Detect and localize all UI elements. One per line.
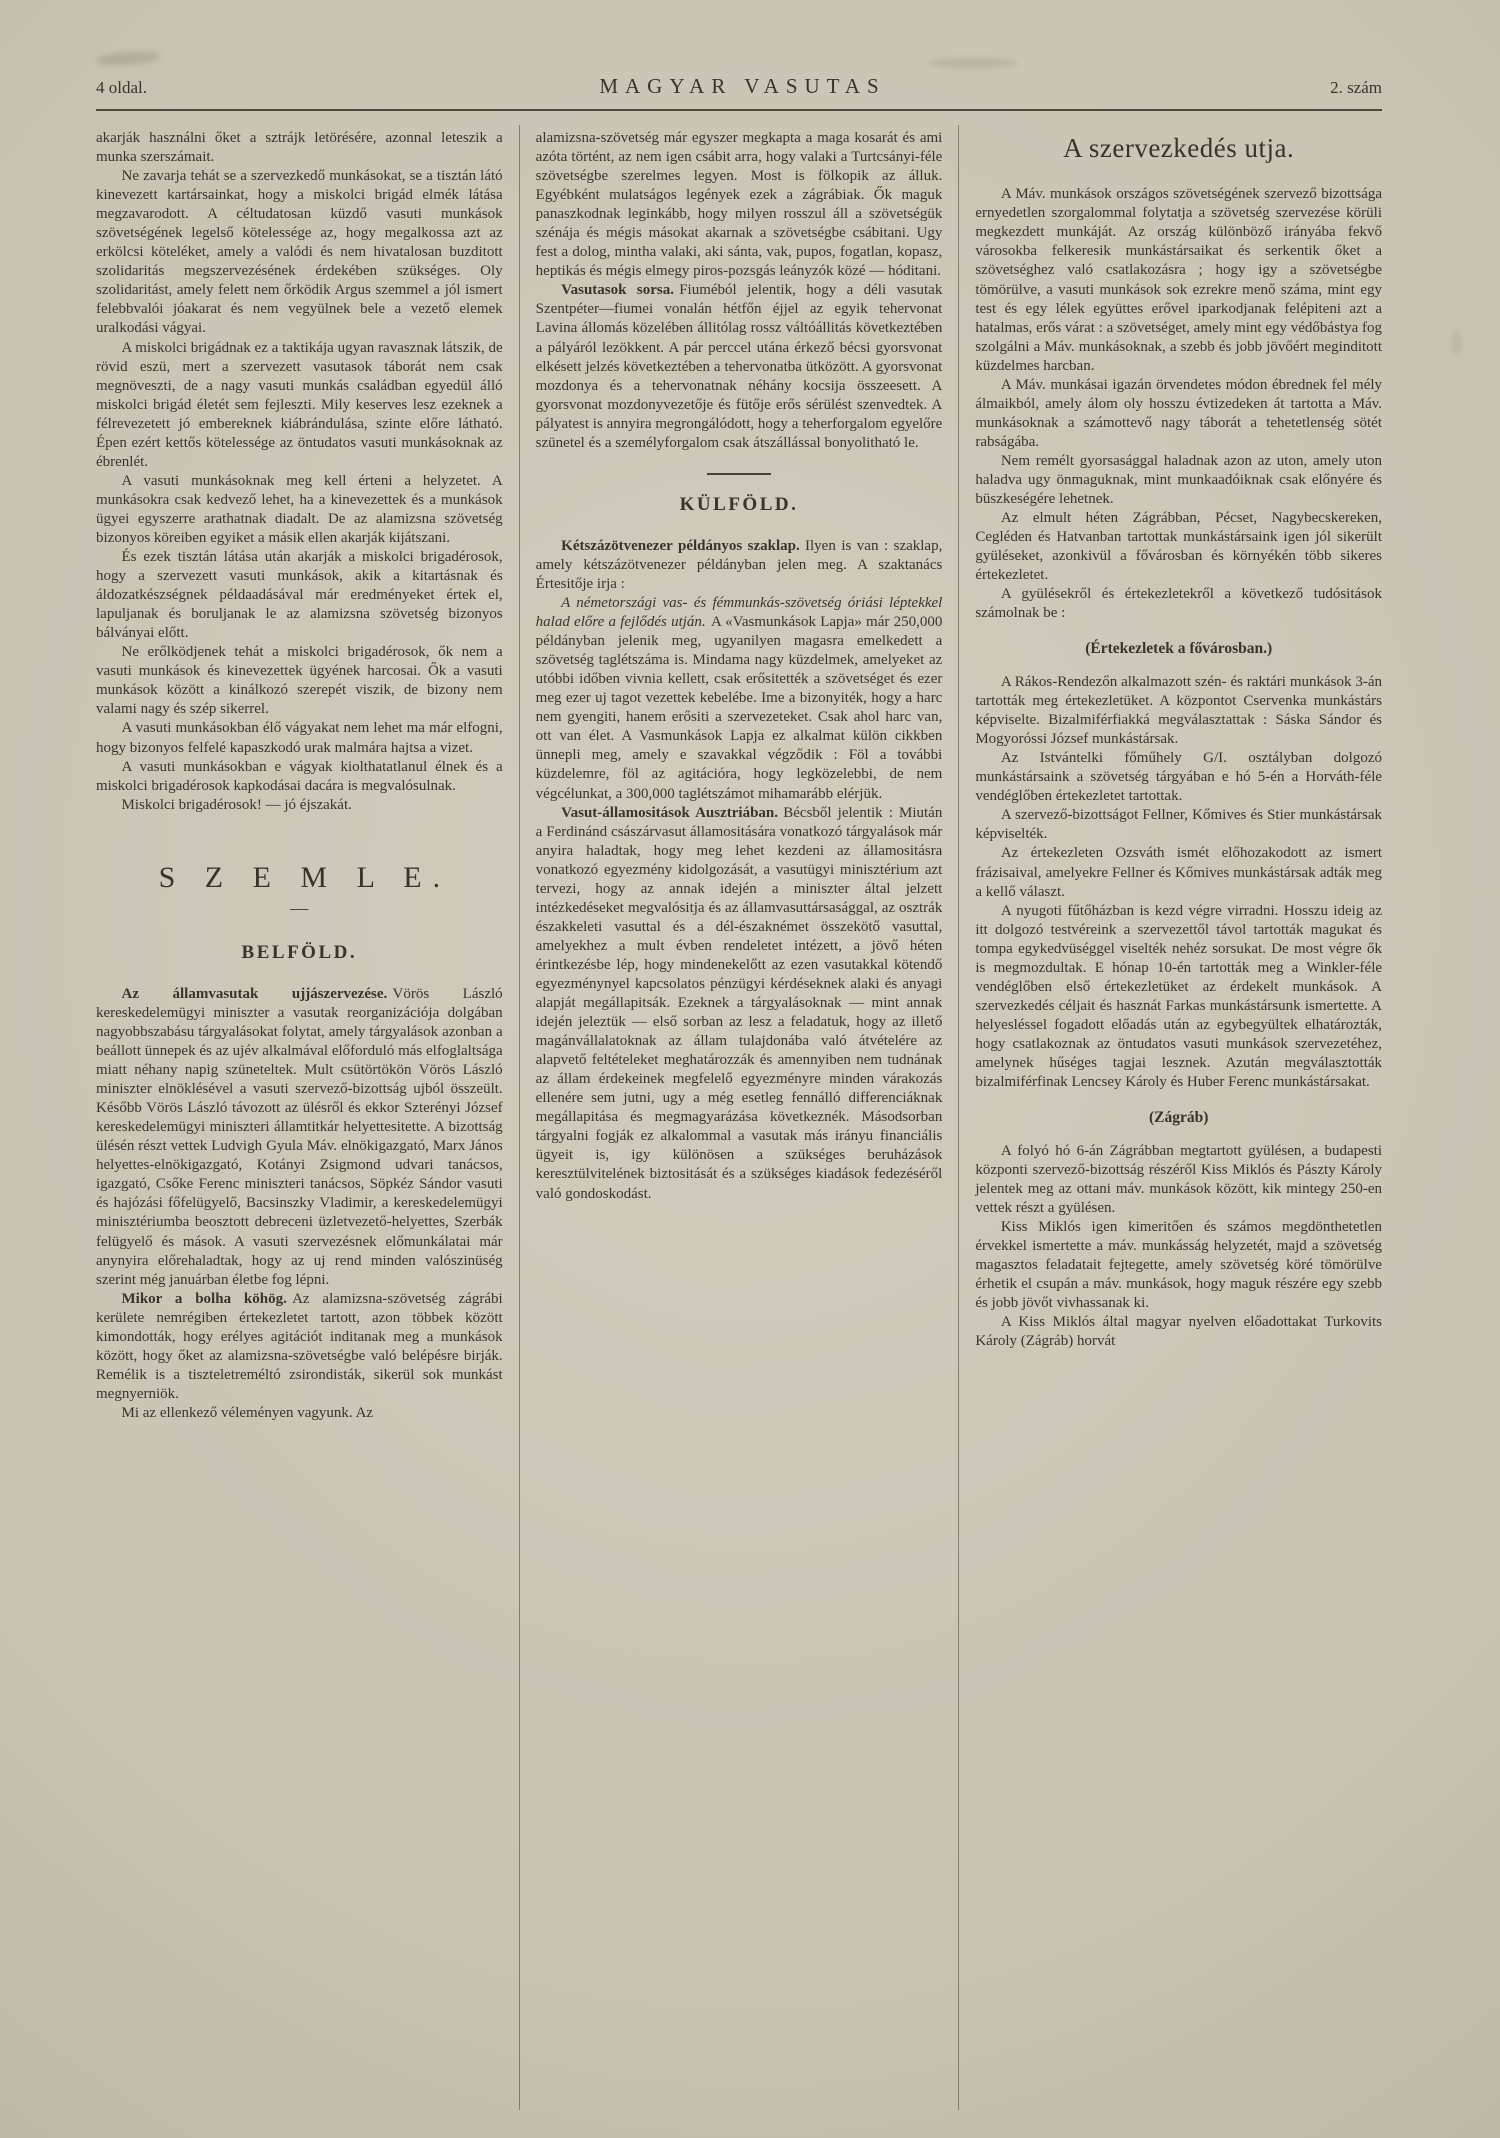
paragraph: A szervező-bizottságot Fellner, Kőmives és Stier munkástársak képviselték. <box>975 807 1382 843</box>
quoted-report-body: A «Vasmunkások Lapja» már 250,000 példányban jelenik meg, ugyanilyen magasra emelkedett a szövetség taglétszáma is. Mindama nagy küzdelmek, amelyeket az utóbbi időben vivnia kellett, csak erősitették a szövetséget és ezer meg ezer uj tagot vezettek kebelébe. Ime a bizonyiték, hogy a harc nem gyengiti, hanem erősiti a szervezeteket. Csak ahol harc van, ott van élet. A Vasmunkások Lapja ez alkalmat külön cikkben ünnepli meg, amely e szavakkal végződik : Föl a további küzdelemre, föl az agitációra, hogy legközelebbi, de nem végcélunkat, a 300,000 taglétszámot mihamarább elérjük. <box>535 614 943 802</box>
header-rule <box>96 109 1382 111</box>
quoted-report <box>536 594 943 804</box>
paragraph: A nyugoti fűtőházban is kezd végre virradni. Hosszu ideig az itt dolgozó testvéreink a szervezettől távol tartották magukat és tompa egykedvüséggel viselték nehéz sorsukat. De most végre ők is megmozdultak. E hónap 10-én tartották meg a Winkler-féle vendéglőben első értekezletüket az érdekelt munkások. A szervezkedés céljait és hasznát Farkas munkástársunk ismertette. A helyesléssel fogadott előadás után az egybegyültek elhatározták, hogy csatlakoznak az öntudatos vasuti munkások szervezetéhez, amelynek hűséges tagjai lesznek. Azután megválasztották bizalmiférfinak Lencsey Károly és Huber Ferenc munkástársakat. <box>975 902 1382 1091</box>
paragraph: A Kiss Miklós által magyar nyelven előadottakat Turkovits Károly (Zágráb) horvát <box>975 1314 1382 1350</box>
masthead: MAGYAR VASUTAS <box>599 74 886 98</box>
issue-label: 2. szám <box>1330 78 1382 97</box>
news-item-lead: Vasutasok sorsa. <box>561 282 674 299</box>
paragraph: Az értekezleten Ozsváth ismét előhozakodott az ismert frázisaival, amelyekre Fellner és Kőmives munkástársak adták meg a kellő választ. <box>975 845 1382 900</box>
paragraph: A miskolci brigádnak ez a taktikája ugyan ravasznak látszik, de rövid eszü, mert a szervezett vasutasok táborát nem csak megnöveszti, de a nagy vasuti munkás családban egyedül álló miskolci brigád életét sem fejleszti. Mily keserves lesz ezeknek a félrevezetett jó embereknek kiábrándulása, szinte előre látható. Épen ezért kettős kötelessége az öntudatos vasuti munkásoknak az ébrenlét. <box>96 339 503 470</box>
paragraph: A Máv. munkások országos szövetségének szervező bizottsága ernyedetlen szorgalommal folytatja a szövetség szervezése körüli megkezdett munkáját. Az ország különböző irányába fekvő városokba felkeresik munkástársaikat és serkentik őket a szövetséghez való csatlakozásra ; hogy igy a szövetségbe tömörülve, a vasuti munkások sok ezrekre menő száma, mint egy test és egy lélek együttes erővel iparkodjanak felépiteni azt a hatalmas, erős várat : a szövetséget, amely mint egy védőbástya fog szolgálni a Máv. munkásoknak, a szebb és jobb jövőért meginditott küzdelmes harcban. <box>975 186 1382 374</box>
news-item-lead: Kétszázötvenezer példányos szaklap. <box>561 537 800 554</box>
news-item-body: Vörös László kereskedelemügyi miniszter a vasutak reorganizációja dolgában nagyobbszabásu tárgyalásokat folytat, amely tárgyalások azonban a beállott ünnepek és az ujév alkalmával előforduló más elfoglaltsága miatt néhany napig szüneteltek. Mult csütörtökön Vörös László miniszter elnöklésével a vasuti szervező-bizottság ujból összeült. Később Vörös László távozott az ülésről és ekkor Szterényi József kereskedelemügyi miniszteri államtitkár helyettesitette. A bizottság ülésén részt vettek Ludvigh Gyula Máv. elnökigazgató, Marx János helyettes-elnökigazgató, Kotányi Zsigmond udvari tanácsos, igazgató, Csőke Ferenc miniszteri tanácsos, Söpkéz Sándor vasuti és hajózási főfelügyelő, Bacsinszky Vladimir, a kereskedelemügyi minisztériumba beosztott debreceni üzletvezető-helyettes, Szerbák felügyelő és mások. A vasuti szervezésnek előmunkálatai már anynyira előrehaladtak, hogy az uj rend minden valószinüség szerint még januárban életbe fog lépni. <box>96 985 503 1288</box>
article-title: A szervezkedés utja. <box>1063 133 1295 163</box>
news-item-body: Az alamizsna-szövetség zágrábi kerülete nemrégiben értekezletet tartott, azon többek között kimondották, hogy erélyes agitációt inditanak meg a munkások között, hogy őket az alamizsna-szövetségbe való belépésre birják. Remélik is a tiszteletreméltó zsirondisták, sikerül sok munkást megnyerniök. <box>96 1290 503 1402</box>
scan-smudge <box>1452 330 1462 356</box>
news-item-lead: Az államvasutak ujjászervezése. <box>121 985 388 1002</box>
paragraph: Ne zavarja tehát se a szervezkedő munkásokat, se a tisztán látó kinevezett kartársainkat, hogy a miskolci brigád elmék látása megzavarodott. A céltudatosan küzdő vasuti munkások szövetségének legelső kötelessége az, hogy megalkossa azt az erkölcsi köteléket, amely a valódi és nem hivatalosan buzditott szolidaritás megszervezésének érdekében szükséges. Oly szolidaritást, amely felett nem őrködik Argus szemmel a jól ismert felebbvalói jóakarat és nem vegyülnek bele a vezető elemek uralkodási vágyai. <box>96 168 503 337</box>
paragraph: A gyülésekről és értekezletekről a következő tudósitások számolnak be : <box>975 586 1382 622</box>
column-left <box>96 125 519 2110</box>
szemle-dash: — <box>290 897 309 918</box>
section-divider <box>707 473 771 475</box>
quoted-report-lead: A németországi vas- és fémmunkás-szövetség óriási léptekkel halad előre a fejlődés utján. <box>535 595 943 631</box>
news-item <box>536 537 943 594</box>
paragraph: A Rákos-Rendezőn alkalmazott szén- és raktári munkások 3-án tartották meg értekezletüket. A központot Cservenka munkástárs képviselte. Bizalmiférfiakká megválasztattak : Sáska Sándor és Mogyoróssi József munkástársak. <box>975 674 1382 748</box>
news-item-body: Bécsből jelentik : Miután a Ferdinánd császárvasut államositására vonatkozó tárgyalások már anyira haladtak, hogy meg lehet kezdeni az államositásra vonatkozó egyezmény kidolgozását, a vasutügyi minisztérium azt tervezi, hogy az annak idején a miniszter által jelzett intézkedéseket megvalósitja és az államvasuttársasággal, az osztrák északkeleti vasuttal és a dél-északnémet összekötő vasuttal, amelyekhez a mult évben rendeletet intézett, a jövő héten érintkezésbe lép, hogy mindenekelőtt az ezen vasutakkal kötendő egyezménynyel kapcsolatos pénzügyi kérdéseknek alaki és anyagi alapját megállapitsák. Ezeknek a tárgyalásoknak — mint annak idején jeleztük — első sorban az lesz a feladatuk, hogy az illető magánvállalatoknak az állam tulajdonába való átvételére az alapvető feltételeket meghatározzák és amennyiben nem tudnának az állam érdekeinek megfelelő egyezményre minden várakozás ellenére sem jutni, ugy a még esetleg fennálló differenciáknak megállapitása és megmagyarázása következnék. Másodsorban tárgyalni fogják ez alkalommal a vasutak más irányu financiális ügyeit is, igy különösen a szükséges beruházások keresztülvitelének biztositását és a szükséges kiadások fedezéséről való gondoskodást. <box>535 804 943 1202</box>
paragraph: Az Istvántelki főműhely G/I. osztályban dolgozó munkástársaink a szövetség tárgyában e hó 5-én a Horváth-féle vendéglőben értekezletet tartottak. <box>975 750 1382 805</box>
page-number-label: 4 oldal. <box>96 78 147 97</box>
paragraph: Ne erőlködjenek tehát a miskolci brigadérosok, ők nem a vasuti munkások és kinevezettek ügyének harcosai. Ők a vasuti munkások között a kinálkozó szerepét viszik, de bizony nem valami nagy és szép sikerrel. <box>96 644 503 718</box>
news-item-body: Ilyen is van : szaklap, amely kétszázötvenezer példányban jelen meg. A szaktanács Értesitője irja : <box>535 537 943 593</box>
news-item <box>536 804 943 1204</box>
paragraph: akarják használni őket a sztrájk letörésére, azonnal leteszik a munka szerszámait. <box>96 130 503 166</box>
paragraph: Nem remélt gyorsasággal haladnak azon az uton, amely uton haladva ugy önmaguknak, mint munkaadóiknak csak előnyére és büszkeségére lehetnek. <box>975 452 1382 508</box>
scan-smudge <box>928 58 1018 68</box>
paragraph: A vasuti munkásokban élő vágyakat nem lehet ma már elfogni, hogy bizonyos felfelé kapaszkodó urak malmára hajtsa a vizet. <box>96 720 503 756</box>
page-header <box>0 0 1500 99</box>
section-title-belfold: BELFÖLD. <box>241 941 358 963</box>
paragraph: Miskolci brigadérosok! — jó éjszakát. <box>121 796 352 813</box>
paragraph: A vasuti munkásokban e vágyak kiolthatatlanul élnek és a miskolci brigadérosok kapkodásai dacára is megvalósulnak. <box>96 758 503 794</box>
paragraph: Az elmult héten Zágrábban, Pécset, Nagybecskereken, Cegléden és Hatvanban tartottak munkástársaink igen jól sikerült gyüléseket, azonkivül a fővárosban és környékén több sikeres értekezletet. <box>975 510 1382 584</box>
section-title-szemle: S Z E M L E. <box>158 860 452 894</box>
paragraph: Mi az ellenkező véleményen vagyunk. Az <box>121 1404 374 1421</box>
page-columns <box>96 125 1382 2110</box>
paragraph: A folyó hó 6-án Zágrábban megtartott gyülésen, a budapesti központi szervező-bizottság részéről Kiss Miklós és Pászty Károly jelentek meg az ottani máv. munkások között, kik mintegy 250-en vettek részt a gyülésen. <box>975 1142 1382 1216</box>
paragraph: Kiss Miklós igen kimeritően és számos megdönthetetlen érvekkel ismertette a máv. munkásság helyzetét, majd a szövetség magasztos feladatait fejtegette, amely szövetség köré tömörülve érhetik el csupán a máv. munkások, hogy maguk részére egy szebb és jobb jövőt vivhassanak ki. <box>975 1218 1382 1312</box>
news-item-lead: Mikor a bolha köhög. <box>121 1290 287 1307</box>
news-item <box>96 1290 503 1404</box>
paragraph: A Máv. munkásai igazán örvendetes módon ébrednek fel mély álmaikból, amely álom oly hosszu évtizedeken át tartotta a Máv. munkásoknak a számottevő nagy táborát a tehetetlenség sötét rabságába. <box>975 376 1382 450</box>
column-middle <box>519 125 959 2110</box>
column-right <box>958 125 1382 2110</box>
paragraph: És ezek tisztán látása után akarják a miskolci brigadérosok, hogy a szervezett vasuti munkások, akik a kitartásnak és áldozatkészségnek példaadásával már eredményeket értek el, lapuljanak és boruljanak le az alamizsna szövetség bizonyos bálványai előtt. <box>96 549 503 642</box>
subhead-zagrab: (Zágráb) <box>1148 1109 1209 1127</box>
section-title-kulfold: KÜLFÖLD. <box>679 493 799 515</box>
subhead-fovaros: (Értekezletek a fővárosban.) <box>1085 640 1273 658</box>
paragraph: A vasuti munkásoknak meg kell érteni a helyzetet. A munkásokra csak kedvező lehet, ha a kinevezettek és a munkások ügyei egyszerre arathatnak diadalt. De az alamizsna szövetség bizonyos köreiben egyiket a másik ellen akarják kijátszani. <box>96 472 503 546</box>
news-item <box>96 985 503 1290</box>
news-item-lead: Vasut-államositások Ausztriában. <box>561 804 778 821</box>
news-item-body: Fiuméból jelentik, hogy a déli vasutak Szentpéter—fiumei vonalán hétfőn éjjel az egyik tehervonat Lavina állomás közelében állitólag rossz váltóállitás következtében a pályáról lezökkent. A pár perccel utána érkező bécsi gyorsvonat elkésett jelzés következtében a tehervonatba ütközött. A gyorsvonat mozdonya és a tehervonatnak néhány kocsija összeesett. A gyorsvonat mozdonyvezetője és fütője erős sérülést szenvedtek. A pályatest is annyira megrongálódott, hogy a teherforgalom egyelőre szünetel és a személyforgalom csak átszállással bonyolitható le. <box>535 282 943 451</box>
paragraph: alamizsna-szövetség már egyszer megkapta a maga kosarát és ami azóta történt, az nem igen csábit arra, hogy valaki a Turtcsányi-féle szövetségbe szerelmes legyen. Most is fölkopik az álluk. Egyébként mulatságos legények ezek a zágrábiak. Ők maguk panaszkodnak leginkább, hogy milyen rosszul áll a szövetségük szénája és mégis másokat akarnak a szövetségbe csábitani. Ugy fest a dolog, mintha valaki, aki sánta, vak, pupos, fogatlan, kopasz, heptikás és mégis elmegy piros-pozsgás leányzók közé — hóditani. <box>535 130 943 280</box>
news-item <box>536 281 943 452</box>
